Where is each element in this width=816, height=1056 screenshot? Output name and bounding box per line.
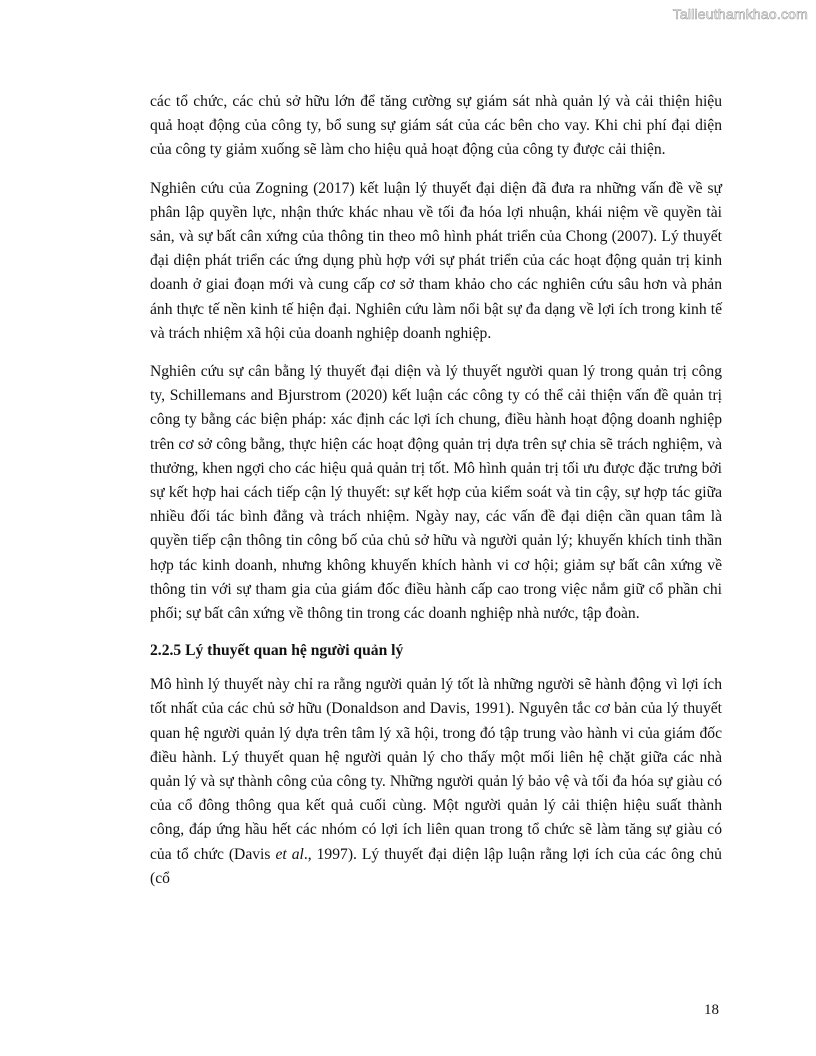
paragraph-4-text-b: ., 1997). Lý thuyết đại diện lập luận rằng lợi ích của các ông chủ (cổ bbox=[150, 845, 722, 887]
paragraph-4 bbox=[150, 673, 722, 891]
section-heading: 2.2.5 Lý thuyết quan hệ người quản lý bbox=[150, 642, 404, 660]
page-number: 18 bbox=[704, 1002, 719, 1018]
paragraph-4-italic: et al bbox=[275, 845, 304, 863]
page-body bbox=[150, 90, 722, 905]
paragraph-2: Nghiên cứu của Zogning (2017) kết luận lý thuyết đại diện đã đưa ra những vấn đề về sự phân lập quyền lực, nhận thức khác nhau về tối đa hóa lợi nhuận, khái niệm về quyền tài sản, và sự bất cân xứng của thông tin theo mô hình phát triển của Chong (2007). Lý thuyết đại diện phát triển các ứng dụng phù hợp với sự phát triển của các hoạt động quản trị kinh doanh ở giai đoạn mới và cung cấp cơ sở tham khảo cho các nghiên cứu sâu hơn và phản ánh thực tế nền kinh tế hiện đại. Nghiên cứu làm nổi bật sự đa dạng về lợi ích trong kinh tế và trách nhiệm xã hội của doanh nghiệp doanh nghiệp. bbox=[150, 179, 722, 342]
watermark: Tailieuthamkhao.com bbox=[672, 6, 808, 22]
paragraph-4-text-a: Mô hình lý thuyết này chỉ ra rằng người quản lý tốt là những người sẽ hành động vì lợi ích tốt nhất của các chủ sở hữu (Donaldson and Davis, 1991). Nguyên tắc cơ bản của lý thuyết quan hệ người quản lý dựa trên tâm lý xã hội, trong đó tập trung vào hành vi của giám đốc điều hành. Lý thuyết quan hệ người quản lý cho thấy một mối liên hệ chặt giữa các nhà quản lý và sự thành công của công ty. Những người quản lý bảo vệ và tối đa hóa sự giàu có của cổ đông thông qua kết quả cuối cùng. Một người quản lý cải thiện hiệu suất thành công, đáp ứng hầu hết các nhóm có lợi ích liên quan trong tổ chức sẽ làm tăng sự giàu có của tổ chức (Davis bbox=[150, 676, 722, 863]
paragraph-3: Nghiên cứu sự cân bằng lý thuyết đại diện và lý thuyết người quan lý trong quản trị công ty, Schillemans and Bjurstrom (2020) kết luận các công ty có thể cải thiện vấn đề quản trị công ty bằng các biện pháp: xác định các lợi ích chung, điều hành hoạt động doanh nghiệp trên cơ sở công bằng, thực hiện các hoạt động quản trị dựa trên sự chia sẽ trách nghiệm, và thưởng, khen ngợi cho các hiệu quả quản trị tốt. Mô hình quản trị tối ưu được đặc trưng bởi sự kết hợp hai cách tiếp cận lý thuyết: sự kết hợp của kiểm soát và tin cậy, sự hợp tác giữa nhiều đối tác bình đẳng và trách nhiệm. Ngày nay, các vấn đề đại diện cần quan tâm là quyền tiếp cận thông tin công bố của chủ sở hữu và người quản lý; khuyến khích tinh thần hợp tác kinh doanh, nhưng không khuyến khích hành vi cơ hội; giảm sự bất cân xứng về thông tin với sự tham gia của giám đốc điều hành cấp cao trong việc nắm giữ cổ phần chi phối; sự bất cân xứng về thông tin trong các doanh nghiệp nhà nước, tập đoàn. bbox=[150, 363, 722, 623]
paragraph-1: các tổ chức, các chủ sở hữu lớn để tăng cường sự giám sát nhà quản lý và cải thiện hiệu quả hoạt động của công ty, bổ sung sự giám sát của các bên cho vay. Khi chi phí đại diện của công ty giảm xuống sẽ làm cho hiệu quả hoạt động của công ty được cải thiện. bbox=[150, 93, 722, 159]
